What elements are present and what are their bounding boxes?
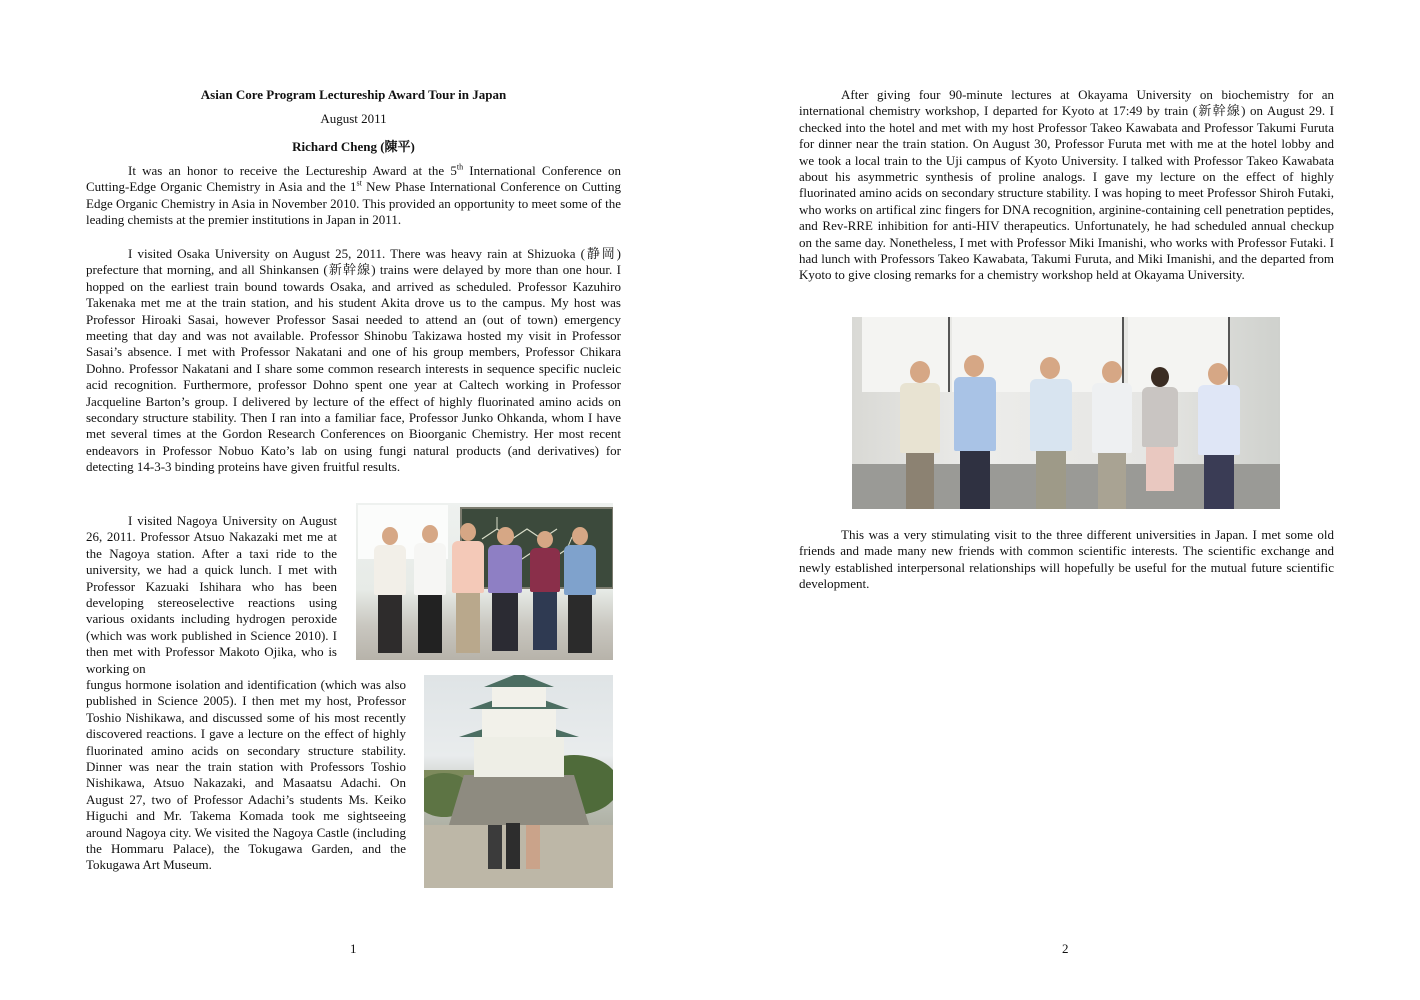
nagoya-paragraph-part2: fungus hormone isolation and identification (which was also published in Science 2005). I then met my host, Professor Toshio Nishikawa, and discussed some of his most recently discovered reactions. I gave a lecture on the effect of highly fluorinated amino acids on secondary structure stability. Dinner was near the train station with Professors Toshio Nishikawa, Atsuo Nakazaki, and Masaatsu Adachi. On August 27, two of Professor Adachi’s students Ms. Keiko Higuchi and Mr. Takema Komada took me sightseeing around Nagoya city. We visited the Nagoya Castle (including the Hommaru Palace), the Tokugawa Garden, and the Tokugawa Art Museum. xyxy=(86,677,406,873)
author-name: Richard Cheng (陳平) xyxy=(292,139,415,154)
kyoto-group-photo xyxy=(852,317,1280,509)
osaka-paragraph: I visited Osaka University on August 25, 2011. There was heavy rain at Shizuoka (静岡) prefecture that morning, and all Shinkansen (新幹線) trains were delayed by more than one hour. I hopped on the earliest train bound towards Osaka, and arrived as scheduled. Professor Kazuhiro Takenaka met me at the train station, and his student Akita drove us to the campus. My host was Professor Hiroaki Sasai, however Professor Sasai needed to attend an (out of town) emergency meeting that day and was not available. Professor Shinobu Takizawa hosted my visit in Professor Sasai’s absence. I met with Professor Nakatani and one of his group members, Professor Chikara Dohno. Professor Nakatani and I share some common research interests in sequence specific nucleic acid recognition. Furthermore, professor Dohno spent one year at Caltech working in Professor Jacqueline Barton’s group. I delivered by lecture of the effect of highly fluorinated amino acids on secondary structure stability. Then I ran into a familiar face, Professor Junko Ohkanda, whom I have met several times at the Gordon Research Conferences on Bioorganic Chemistry. Her most recent endeavors in Professor Nobuo Kato’s lab on using fungi natural products (and derivatives) for detecting 14-3-3 binding proteins have given fruitful results. xyxy=(86,246,621,475)
kyoto-paragraph: After giving four 90-minute lectures at Okayama University on biochemistry for an international chemistry workshop, I departed for Kyoto at 17:49 by train (新幹線) on August 29. I checked into the hotel and met with my host Professor Takeo Kawabata and Professor Takumi Furuta for dinner near the train station. On August 30, Professor Furuta met with me at the hotel lobby and we took a local train to the Uji campus of Kyoto University. I talked with Professor Takeo Kawabata about his asymmetric synthesis of proline analogs. I gave my lecture on the effect of highly fluorinated amino acids on secondary structure stability. I was hoping to meet Professor Shiroh Futaki, who works on artifical zinc fingers for DNA recognition, arginine-containing cell penetration peptides, and Rev-RRE inhibition for anti-HIV therapeutics. Unfortunately, he had scheduled annual checkup on the same day. Nonetheless, I met with Professor Miki Imanishi, who works with Professor Futaki. I had lunch with Professors Takeo Kawabata, Takumi Furuta, and Miki Imanishi, and the departed from Kyoto to give closing remarks for a chemistry workshop held at Okayama University. xyxy=(799,87,1334,283)
intro-paragraph: It was an honor to receive the Lectureship Award at the 5th International Conference on Cutting-Edge Organic Chemistry in Asia and the 1st New Phase International Conference on Cutting Edge Organic Chemistry in Asia in November 2010. This provided an opportunity to meet some of the leading chemists at the premier institutions in Japan in 2011. xyxy=(86,162,621,228)
closing-paragraph: This was a very stimulating visit to the three different universities in Japan. I met some old friends and made many new friends with common scientific interests. The scientific exchange and newly established interpersonal relationships will hopefully be useful for the mutual future scientific development. xyxy=(799,527,1334,592)
document-date: August 2011 xyxy=(320,111,387,126)
page-number-1: 1 xyxy=(350,941,357,956)
nagoya-group-photo xyxy=(356,503,613,660)
nagoya-paragraph-part1: I visited Nagoya University on August 26, 2011. Professor Atsuo Nakazaki met me at the Nagoya station. After a taxi ride to the university, we had a quick lunch. I met with Professor Kazuaki Ishihara who has been developing stereoselective reactions using various oxidants including hydrogen peroxide (which was work published in Science 2010). I then met with Professor Makoto Ojika, who is working on xyxy=(86,513,337,676)
page-2 xyxy=(710,0,1420,1000)
page-number-2: 2 xyxy=(1062,941,1069,956)
castle-illustration xyxy=(424,675,613,888)
nagoya-castle-photo xyxy=(424,675,613,888)
document-title: Asian Core Program Lectureship Award Tour in Japan xyxy=(200,87,507,102)
